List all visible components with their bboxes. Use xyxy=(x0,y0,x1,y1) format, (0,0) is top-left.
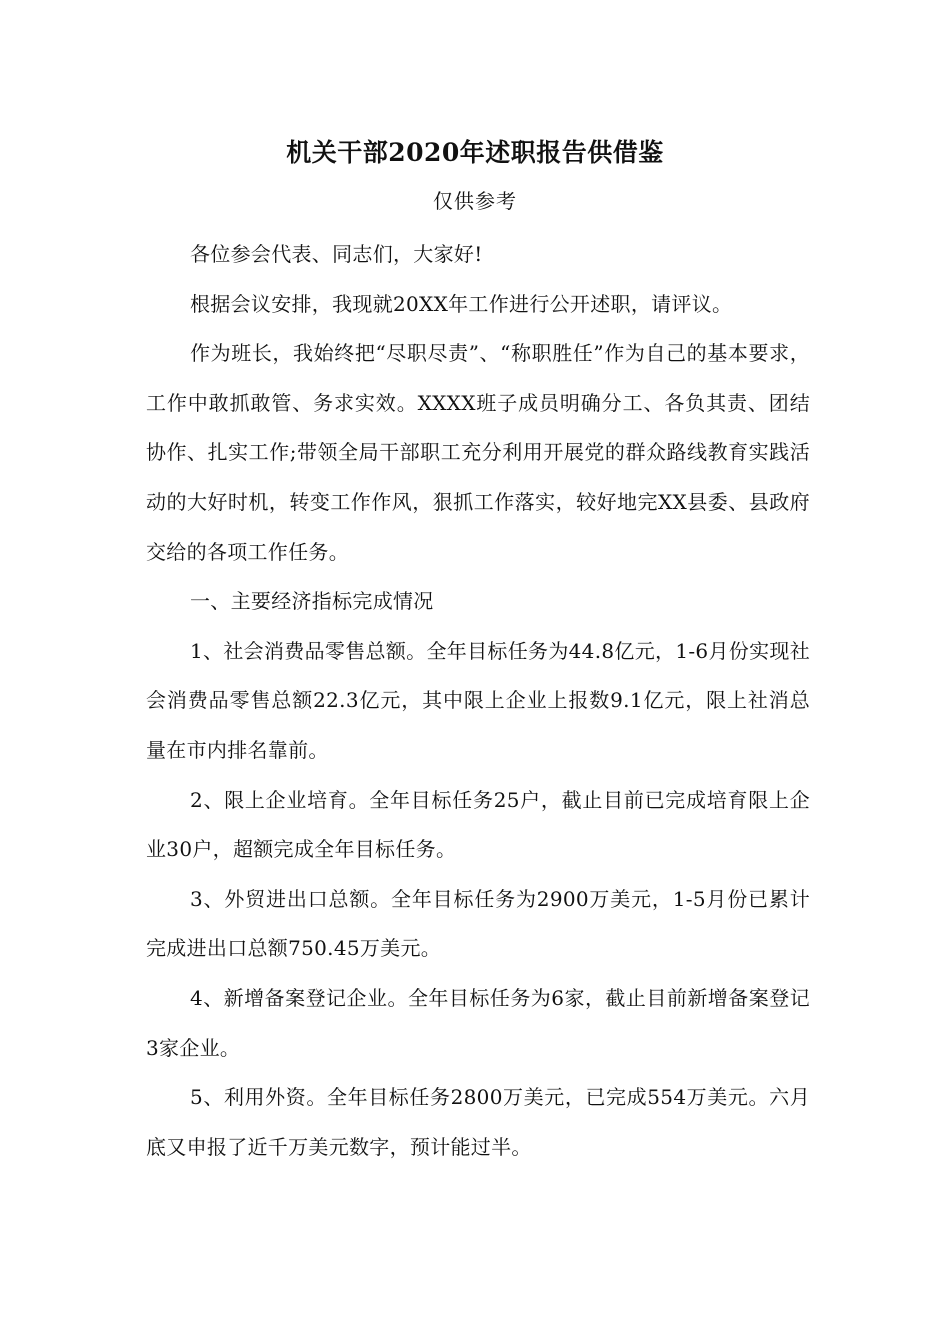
document-body xyxy=(146,230,810,1172)
document-subtitle: 仅供参考 xyxy=(433,189,517,213)
document-title: 机关干部2020年述职报告供借鉴 xyxy=(286,138,664,167)
paragraph-item-2-enterprise-cultivation: 2、限上企业培育。全年目标任务25户，截止目前已完成培育限上企业30户，超额完成全年目标任务。 xyxy=(146,787,810,862)
paragraph-intro: 根据会议安排，我现就20XX年工作进行公开述职，请评议。 xyxy=(190,291,733,316)
paragraph-item-1-retail-sales: 1、社会消费品零售总额。全年目标任务为44.8亿元，1-6月份实现社会消费品零售总额22.3亿元，其中限上企业上报数9.1亿元，限上社消总量在市内排名靠前。 xyxy=(146,638,810,762)
paragraph-item-3-foreign-trade: 3、外贸进出口总额。全年目标任务为2900万美元，1-5月份已累计完成进出口总额750.45万美元。 xyxy=(146,886,810,961)
paragraph-item-5-foreign-investment: 5、利用外资。全年目标任务2800万美元，已完成554万美元。六月底又申报了近千万美元数字，预计能过半。 xyxy=(146,1085,810,1159)
paragraph-item-4-new-registrations: 4、新增备案登记企业。全年目标任务为6家，截止目前新增备案登记3家企业。 xyxy=(146,985,810,1060)
paragraph-greeting: 各位参会代表、同志们，大家好! xyxy=(190,242,483,266)
section-heading-economic-indicators: 一、主要经济指标完成情况 xyxy=(190,589,434,614)
paragraph-leadership: 作为班长，我始终把“尽职尽责”、“称职胜任”作为自己的基本要求，工作中敢抓敢管、务求实效。XXXX班子成员明确分工、各负其责、团结协作、扎实工作;带领全局干部职工充分利用开展党的群众路线教育实践活动的大好时机，转变工作作风，狠抓工作落实，较好地完XX县委、县政府交给的各项工作任务。 xyxy=(146,341,810,564)
